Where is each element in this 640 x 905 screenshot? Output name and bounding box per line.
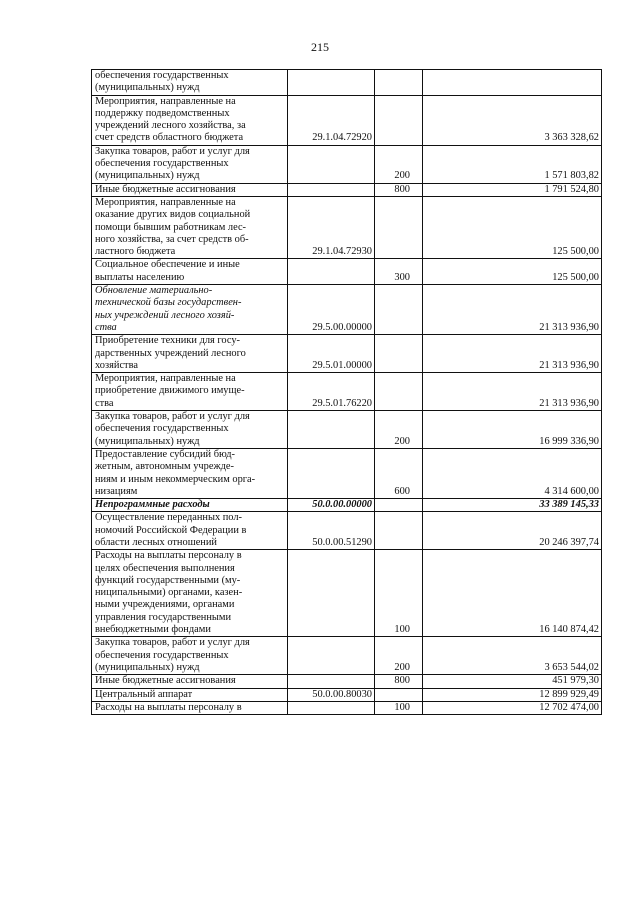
row-name: Непрограммные расходы: [92, 499, 288, 512]
row-name: Обновление материально- технической базы государствен- ных учреждений лесного хозяй- ства: [92, 285, 288, 335]
row-expense-type: [375, 499, 423, 512]
row-expense-type: 100: [375, 550, 423, 637]
row-code: [288, 259, 375, 285]
row-amount: 33 389 145,33: [423, 499, 602, 512]
row-name: Расходы на выплаты персоналу в: [92, 701, 288, 714]
row-code: 29.5.00.00000: [288, 285, 375, 335]
budget-table-body: [92, 70, 602, 715]
row-amount: 451 979,30: [423, 675, 602, 688]
row-amount: 125 500,00: [423, 196, 602, 258]
row-code: 29.5.01.76220: [288, 373, 375, 411]
row-amount: 12 702 474,00: [423, 701, 602, 714]
row-expense-type: 800: [375, 675, 423, 688]
row-expense-type: [375, 688, 423, 701]
row-expense-type: [375, 373, 423, 411]
row-expense-type: 100: [375, 701, 423, 714]
row-expense-type: 200: [375, 637, 423, 675]
row-code: [288, 145, 375, 183]
row-name: обеспечения государственных (муниципальных) нужд: [92, 70, 288, 96]
table-row: [92, 70, 602, 96]
row-amount: 3 653 544,02: [423, 637, 602, 675]
table-row: [92, 499, 602, 512]
table-row: [92, 512, 602, 550]
row-code: [288, 70, 375, 96]
row-code: 50.0.00.80030: [288, 688, 375, 701]
row-code: 50.0.00.51290: [288, 512, 375, 550]
row-amount: [423, 70, 602, 96]
row-expense-type: 600: [375, 448, 423, 498]
row-amount: 20 246 397,74: [423, 512, 602, 550]
row-amount: 16 999 336,90: [423, 411, 602, 449]
row-expense-type: 200: [375, 145, 423, 183]
row-amount: 21 313 936,90: [423, 373, 602, 411]
row-code: [288, 183, 375, 196]
row-code: [288, 448, 375, 498]
row-amount: 12 899 929,49: [423, 688, 602, 701]
row-name: Мероприятия, направленные на оказание других видов социальной помощи бывшим работникам лес- ного хозяйства, за счет средств об- ластного бюджета: [92, 196, 288, 258]
table-row: [92, 145, 602, 183]
table-row: [92, 550, 602, 637]
row-amount: 3 363 328,62: [423, 95, 602, 145]
row-name: Иные бюджетные ассигнования: [92, 675, 288, 688]
table-row: [92, 196, 602, 258]
row-amount: 125 500,00: [423, 259, 602, 285]
row-code: 50.0.00.00000: [288, 499, 375, 512]
row-amount: 21 313 936,90: [423, 285, 602, 335]
row-name: Закупка товаров, работ и услуг для обеспечения государственных (муниципальных) нужд: [92, 411, 288, 449]
page-number: 215: [311, 40, 329, 54]
row-expense-type: [375, 95, 423, 145]
table-row: [92, 675, 602, 688]
table-row: [92, 701, 602, 714]
row-expense-type: [375, 196, 423, 258]
row-expense-type: [375, 70, 423, 96]
row-name: Расходы на выплаты персоналу в целях обеспечения выполнения функций государственными (му- ниципальными) органами, казен- ными учреждениями, органами управления государственными внебюджетными фондами: [92, 550, 288, 637]
row-name: Социальное обеспечение и иные выплаты населению: [92, 259, 288, 285]
row-code: 29.1.04.72920: [288, 95, 375, 145]
table-row: [92, 259, 602, 285]
table-row: [92, 285, 602, 335]
table-row: [92, 411, 602, 449]
row-name: Предоставление субсидий бюд- жетным, автономным учрежде- ниям и иным некоммерческим орга- низациям: [92, 448, 288, 498]
row-name: Иные бюджетные ассигнования: [92, 183, 288, 196]
table-row: [92, 373, 602, 411]
row-amount: 21 313 936,90: [423, 335, 602, 373]
budget-table: [91, 69, 602, 715]
row-amount: 16 140 874,42: [423, 550, 602, 637]
row-expense-type: 800: [375, 183, 423, 196]
row-name: Закупка товаров, работ и услуг для обеспечения государственных (муниципальных) нужд: [92, 637, 288, 675]
table-row: [92, 688, 602, 701]
row-name: Осуществление переданных пол- номочий Российской Федерации в области лесных отношений: [92, 512, 288, 550]
row-name: Мероприятия, направленные на приобретение движимого имуще- ства: [92, 373, 288, 411]
table-row: [92, 95, 602, 145]
row-code: 29.5.01.00000: [288, 335, 375, 373]
row-code: [288, 550, 375, 637]
row-code: [288, 701, 375, 714]
row-code: 29.1.04.72930: [288, 196, 375, 258]
row-name: Приобретение техники для госу- дарственных учреждений лесного хозяйства: [92, 335, 288, 373]
row-expense-type: 200: [375, 411, 423, 449]
row-code: [288, 675, 375, 688]
row-amount: 1 791 524,80: [423, 183, 602, 196]
row-expense-type: [375, 335, 423, 373]
row-name: Мероприятия, направленные на поддержку подведомственных учреждений лесного хозяйства, за счет средств областного бюджета: [92, 95, 288, 145]
row-amount: 4 314 600,00: [423, 448, 602, 498]
row-name: Закупка товаров, работ и услуг для обеспечения государственных (муниципальных) нужд: [92, 145, 288, 183]
row-expense-type: [375, 512, 423, 550]
row-expense-type: [375, 285, 423, 335]
row-code: [288, 411, 375, 449]
row-amount: 1 571 803,82: [423, 145, 602, 183]
table-row: [92, 448, 602, 498]
table-row: [92, 637, 602, 675]
row-expense-type: 300: [375, 259, 423, 285]
row-name: Центральный аппарат: [92, 688, 288, 701]
table-row: [92, 335, 602, 373]
row-code: [288, 637, 375, 675]
table-row: [92, 183, 602, 196]
